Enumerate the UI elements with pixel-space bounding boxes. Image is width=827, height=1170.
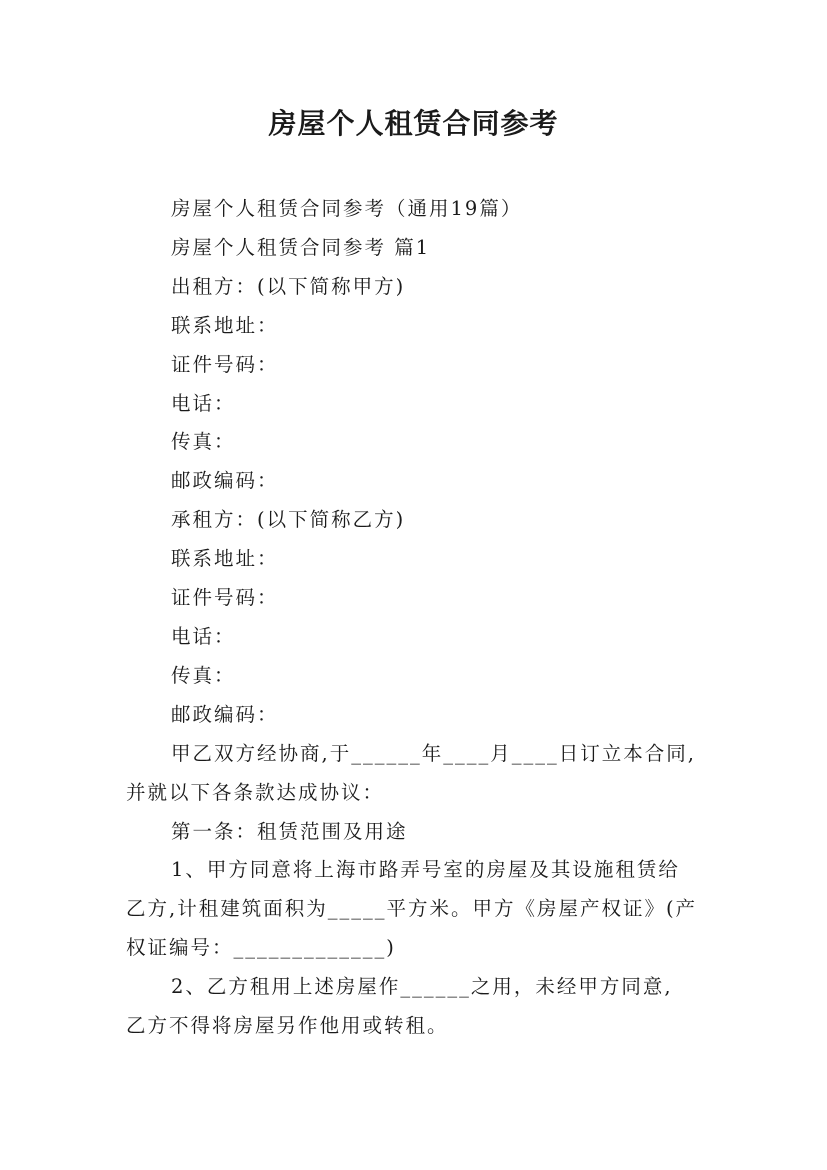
- paragraph: 乙方不得将房屋另作他用或转租。: [126, 1014, 449, 1038]
- paragraph: 电话：: [171, 624, 236, 648]
- paragraph: 房屋个人租赁合同参考（通用19篇）: [171, 197, 523, 220]
- paragraph: 1、甲方同意将上海市路弄号室的房屋及其设施租赁给: [171, 858, 680, 882]
- paragraph: 承租方：(以下简称乙方): [171, 508, 406, 532]
- paragraph: 出租方：(以下简称甲方): [171, 274, 406, 298]
- document-body: [126, 190, 706, 1046]
- paragraph: 联系地址：: [171, 547, 279, 571]
- document-title: 房屋个人租赁合同参考: [268, 107, 559, 140]
- paragraph: 邮政编码：: [171, 469, 279, 493]
- paragraph: 并就以下各条款达成协议：: [126, 780, 385, 804]
- paragraph: 电话：: [171, 391, 236, 415]
- paragraph: 房屋个人租赁合同参考 篇1: [171, 235, 431, 259]
- paragraph: 甲乙双方经协商,于______年____月____日订立本合同,: [171, 741, 696, 765]
- paragraph: 2、乙方租用上述房屋作______之用，未经甲方同意,: [171, 975, 673, 999]
- paragraph: 第一条：租赁范围及用途: [171, 819, 408, 843]
- paragraph: 联系地址：: [171, 313, 279, 337]
- paragraph: 传真：: [171, 663, 236, 687]
- paragraph: 乙方,计租建筑面积为_____平方米。甲方《房屋产权证》(产: [126, 897, 698, 921]
- paragraph: 证件号码：: [171, 586, 279, 610]
- paragraph: 邮政编码：: [171, 702, 279, 726]
- paragraph: 证件号码：: [171, 352, 279, 376]
- paragraph: 传真：: [171, 430, 236, 454]
- paragraph: 权证编号：_____________): [126, 936, 396, 960]
